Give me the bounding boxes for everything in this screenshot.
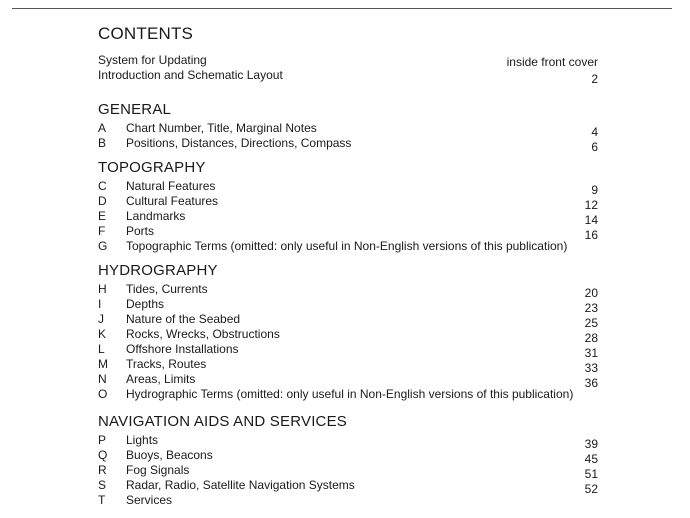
entry-text: Fog Signals [126,463,190,477]
entry-text: Hydrographic Terms (omitted: only useful in Non-English versions of this publication) [126,387,574,401]
section-heading: HYDROGRAPHY [98,262,218,279]
toc-row [98,136,598,154]
intro-row [98,68,598,86]
entry-page: inside front cover [506,55,598,69]
page-title: CONTENTS [98,24,194,43]
entry-text: Positions, Distances, Directions, Compass [126,136,352,150]
entry-letter: I [98,297,102,311]
entry-text: Lights [126,433,159,447]
entry-page: 14 [584,213,598,227]
toc-row [98,297,598,315]
entry-letter: O [98,387,108,401]
entry-text: Rocks, Wrecks, Obstructions [126,327,280,341]
entry-letter: E [98,209,107,223]
entry-page: 20 [584,286,598,300]
entry-letter: K [98,327,107,341]
entry-letter: G [98,239,108,253]
entry-text: Offshore Installations [126,342,239,356]
toc-row [98,312,598,330]
entry-letter: Q [98,448,108,462]
entry-page: 33 [584,361,598,375]
entry-text: Cultural Features [126,194,219,208]
section-heading: TOPOGRAPHY [98,159,206,176]
entry-letter: C [98,179,107,193]
entry-letter: L [98,342,105,356]
section-general [98,101,598,154]
entry-text: Areas, Limits [126,372,196,386]
entry-text: Services [126,493,173,507]
entry-letter: T [98,493,106,507]
entry-page: 25 [584,316,598,330]
entry-text: Tides, Currents [126,282,208,296]
section-topography [98,159,598,254]
entry-page: 39 [584,437,598,451]
intro-row [98,53,598,68]
section-heading: NAVIGATION AIDS AND SERVICES [98,413,347,430]
toc-row [98,433,598,451]
entry-page: 12 [584,198,598,212]
entry-page: 4 [591,125,598,139]
entry-text: Depths [126,297,165,311]
entry-letter: F [98,224,106,238]
toc-row [98,463,598,481]
section-navigation-aids [98,413,598,508]
entry-page: 36 [584,376,598,390]
entry-text: Topographic Terms (omitted: only useful in Non-English versions of this publication) [126,239,568,253]
toc-row [98,239,598,254]
toc-row [98,327,598,345]
entry-text: Introduction and Schematic Layout [98,68,283,82]
entry-letter: D [98,194,107,208]
toc-row [98,209,598,227]
entry-text: Radar, Radio, Satellite Navigation Systems [126,478,355,492]
toc-row [98,342,598,360]
top-rule [12,8,672,9]
toc-row [98,372,598,390]
entry-letter: N [98,372,107,386]
entry-letter: S [98,478,107,492]
entry-text: System for Updating [98,53,207,67]
toc-row [98,121,598,139]
entry-text: Landmarks [126,209,186,223]
entry-page: 6 [591,140,598,154]
entry-page: 52 [584,482,598,496]
toc-row [98,224,598,242]
entry-letter: B [98,136,107,150]
entry-page: 45 [584,452,598,466]
entry-letter: A [98,121,107,135]
entry-page: 9 [591,183,598,197]
entry-letter: R [98,463,107,477]
toc-row [98,448,598,466]
entry-page: 23 [584,301,598,315]
entry-page: 2 [591,72,598,86]
entry-text: Nature of the Seabed [126,312,241,326]
entry-page: 31 [584,346,598,360]
entry-text: Natural Features [126,179,216,193]
entry-letter: J [98,312,104,326]
entry-page: 51 [584,467,598,481]
section-heading: GENERAL [98,101,172,118]
entry-page: 16 [584,228,598,242]
entry-text: Tracks, Routes [126,357,207,371]
toc-row [98,357,598,375]
entry-text: Ports [126,224,155,238]
section-hydrography [98,262,598,402]
entry-text: Buoys, Beacons [126,448,213,462]
entry-letter: H [98,282,107,296]
contents-page [98,24,598,516]
toc-row [98,493,598,508]
toc-row [98,387,598,402]
entry-text: Chart Number, Title, Marginal Notes [126,121,317,135]
toc-row [98,179,598,197]
toc-row [98,282,598,300]
toc-row [98,478,598,496]
toc-row [98,194,598,212]
entry-letter: M [98,357,108,371]
entry-page: 28 [584,331,598,345]
entry-letter: P [98,433,107,447]
